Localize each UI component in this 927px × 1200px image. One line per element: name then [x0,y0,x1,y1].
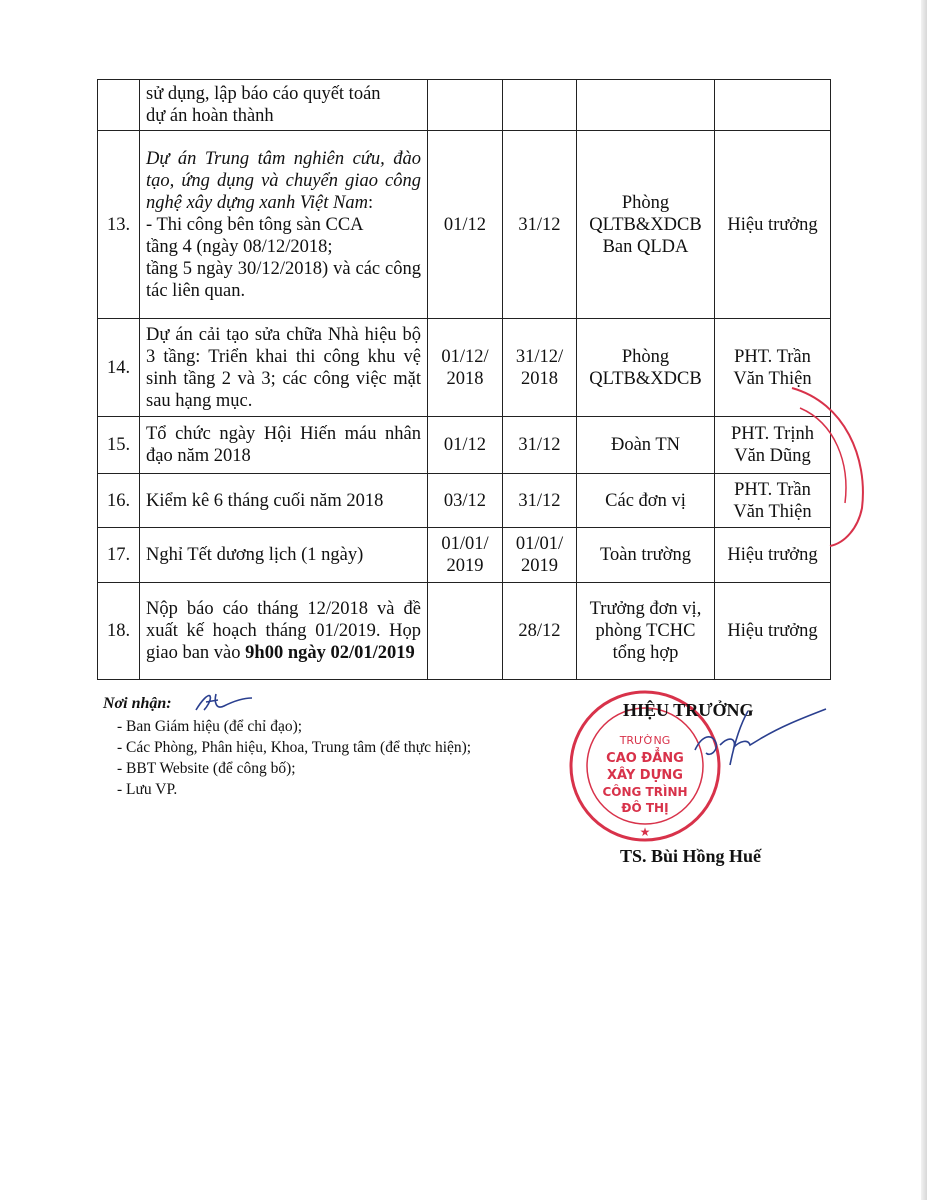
task-content [140,131,428,319]
task-content [140,80,428,131]
lead-person [715,583,831,680]
recipients-block [103,693,573,800]
responsible-unit [577,319,715,417]
lead-person [715,131,831,319]
unit-line: tổng hợp [612,643,679,663]
task-line: sử dụng, lập báo cáo quyết toán [146,84,381,104]
plan-table [97,79,831,680]
task-content [140,583,428,680]
task-line: tầng 5 ngày 30/12/2018) và các công tác liên quan. [146,258,421,301]
responsible-unit [577,80,715,131]
signer-name: TS. Bùi Hồng Huế [620,846,762,866]
page-edge [921,0,927,1200]
table-row [98,319,831,417]
end-date [503,80,577,131]
lead-line: Văn Thiện [733,501,812,522]
recipient-item: - Các Phòng, Phân hiệu, Khoa, Trung tâm (để thực hiện); [117,739,472,756]
start-date [428,583,503,680]
row-number: 16. [98,474,140,528]
end-date: 31/12 [503,131,577,319]
row-number: 17. [98,528,140,583]
lead-line: Hiệu trưởng [727,545,818,565]
unit-line: Ban QLDA [602,236,689,257]
stamp-text: TRƯỜNG [619,734,671,747]
responsible-unit [577,583,715,680]
unit-line: phòng TCHC [595,621,696,641]
table-row [98,417,831,474]
project-name: Dự án Trung tâm nghiên cứu, đào tạo, ứng dụng và chuyển giao công nghệ xây dựng xanh Việt Nam [146,148,421,213]
lead-line: PHT. Trần [734,346,811,367]
row-number [98,80,140,131]
lead-person [715,417,831,474]
table-row [98,131,831,319]
lead-person [715,474,831,528]
task-line: Nộp báo cáo tháng 12/2018 và đề xuất kế hoạch tháng 01/2019. Họp giao ban vào [146,599,421,663]
unit-line: Phòng [621,346,670,367]
recipients-heading: Nơi nhận: [103,695,172,712]
table-row [98,528,831,583]
row-number: 18. [98,583,140,680]
recipient-item: - BBT Website (để công bố); [117,760,296,777]
recipient-item: - Lưu VP. [117,781,178,798]
task-line: Nghỉ Tết dương lịch (1 ngày) [146,545,364,565]
task-content [140,319,428,417]
end-date: 28/12 [503,583,577,680]
stamp-text: ĐÔ THỊ [621,801,669,815]
lead-person [715,80,831,131]
task-content [140,528,428,583]
handwritten-signature [690,705,830,775]
end-date: 31/12/ 2018 [503,319,577,417]
initials-mark [194,690,254,716]
stamp-text: XÂY DỰNG [607,768,683,783]
recipient-item: - Ban Giám hiệu (để chỉ đạo); [117,718,303,735]
signer-title: HIỆU TRƯỞNG [623,700,754,720]
unit-line: Toàn trường [600,545,691,565]
task-line: dự án hoàn thành [146,106,274,126]
end-date: 31/12 [503,417,577,474]
start-date: 01/01/ 2019 [428,528,503,583]
task-content [140,417,428,474]
end-date: 01/01/ 2019 [503,528,577,583]
unit-line: Phòng [621,192,670,213]
end-date: 31/12 [503,474,577,528]
lead-line: Văn Thiện [733,368,812,389]
task-line: - Thi công bên tông sàn CCA [146,214,364,235]
responsible-unit [577,417,715,474]
lead-line: PHT. Trịnh [731,424,814,444]
table-row [98,80,831,131]
start-date [428,80,503,131]
row-number: 13. [98,131,140,319]
lead-line: Văn Dũng [734,446,811,466]
meeting-time: 9h00 ngày 02/01/2019 [245,643,415,663]
row-number: 15. [98,417,140,474]
table-row [98,474,831,528]
stamp-text: CÔNG TRÌNH [602,785,688,799]
unit-line: Các đơn vị [605,490,686,511]
lead-line: Hiệu trưởng [727,621,818,641]
table-row [98,583,831,680]
stamp-text: CAO ĐẲNG [606,751,684,766]
row-number: 14. [98,319,140,417]
task-line: Tổ chức ngày Hội Hiến máu nhân đạo năm 2018 [146,424,421,466]
unit-line: Đoàn TN [610,435,681,455]
lead-person [715,528,831,583]
recipients-list [103,716,573,800]
responsible-unit [577,474,715,528]
unit-line: QLTB&XDCB [589,368,702,389]
lead-line: Hiệu trưởng [727,214,818,235]
responsible-unit [577,131,715,319]
task-line: Dự án cải tạo sửa chữa Nhà hiệu bộ 3 tầng: Triển khai thi công khu vệ sinh tầng 2 và 3; các công việc mặt sau hạng mục. [146,324,421,411]
start-date: 01/12 [428,131,503,319]
start-date: 01/12/ 2018 [428,319,503,417]
lead-person [715,319,831,417]
task-line: Kiểm kê 6 tháng cuối năm 2018 [146,490,384,511]
svg-text:★: ★ [639,825,651,839]
lead-line: PHT. Trần [734,479,811,500]
responsible-unit [577,528,715,583]
task-line: : [367,192,374,213]
task-line: tầng 4 (ngày 08/12/2018; [146,236,333,257]
unit-line: QLTB&XDCB [589,214,702,235]
unit-line: Trưởng đơn vị, [589,599,702,619]
start-date: 01/12 [428,417,503,474]
task-content [140,474,428,528]
start-date: 03/12 [428,474,503,528]
